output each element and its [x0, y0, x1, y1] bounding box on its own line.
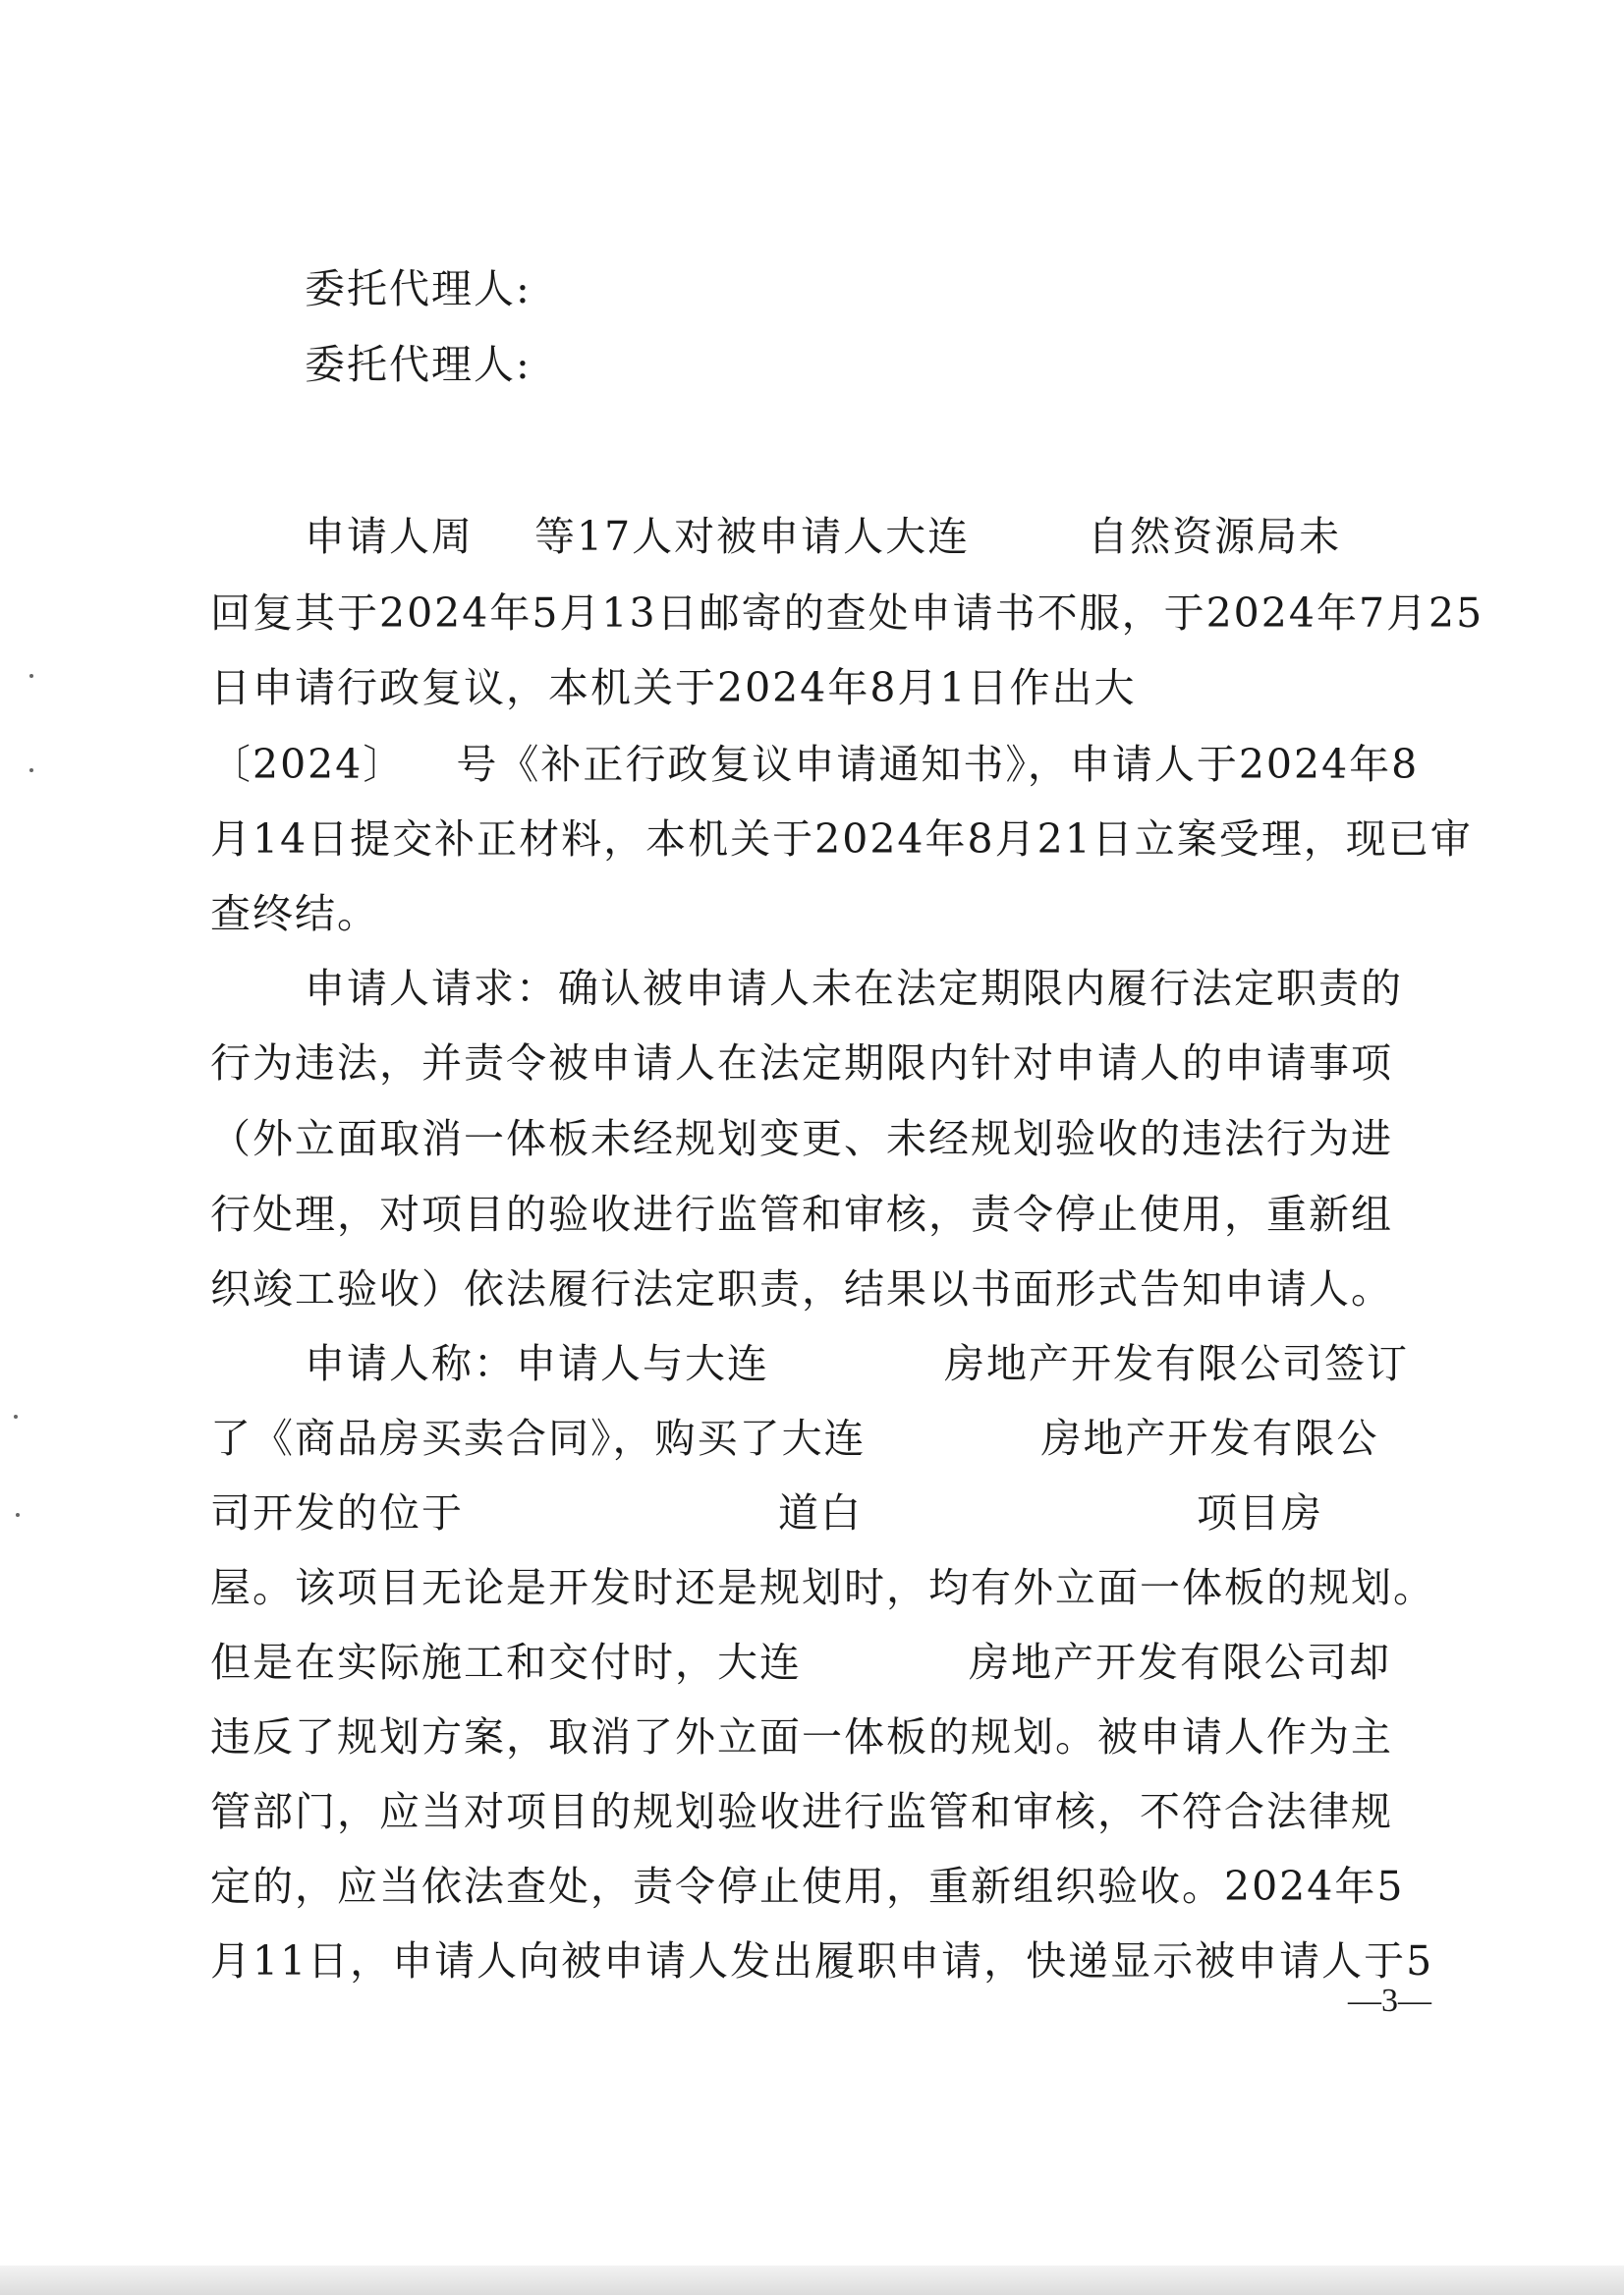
scan-speck — [16, 1513, 20, 1517]
para1-line-6: 查终结。 — [210, 890, 379, 937]
para2-line-4: 行处理，对项目的验收进行监管和审核，责令停止使用，重新组 — [210, 1191, 1393, 1238]
para1-line-2: 回复其于2024年5月13日邮寄的查处申请书不服，于2024年7月25 — [210, 589, 1484, 637]
para2-line-1: 申请人请求：确认被申请人未在法定期限内履行法定职责的 — [305, 965, 1403, 1012]
para2-line-3: （外立面取消一体板未经规划变更、未经规划验收的违法行为进 — [210, 1115, 1393, 1162]
para3-line-3: 司开发的位于 道白 项目房 — [210, 1489, 1323, 1537]
para2-line-5: 织竣工验收）依法履行法定职责，结果以书面形式告知申请人。 — [210, 1265, 1393, 1313]
para1-line-1: 申请人周 等17人对被申请人大连 自然资源局未 — [305, 513, 1342, 560]
agent-line-1: 委托代理人: — [305, 265, 532, 312]
scan-speck — [14, 1415, 18, 1419]
para1-line-4: 〔2024〕 号《补正行政复议申请通知书》，申请人于2024年8 — [210, 741, 1420, 788]
scan-speck — [29, 674, 33, 678]
para1-line-5: 月14日提交补正材料，本机关于2024年8月21日立案受理，现已审 — [210, 815, 1473, 863]
para3-line-4: 屋。该项目无论是开发时还是规划时，均有外立面一体板的规划。 — [210, 1564, 1435, 1611]
para3-line-5: 但是在实际施工和交付时，大连 房地产开发有限公司却 — [210, 1639, 1391, 1686]
page-number: —3— — [1348, 1983, 1431, 2019]
para2-line-2: 行为违法，并责令被申请人在法定期限内针对申请人的申请事项 — [210, 1039, 1393, 1087]
para1-line-3: 日申请行政复议，本机关于2024年8月1日作出大 — [210, 664, 1137, 711]
para3-line-9: 月11日，申请人向被申请人发出履职申请，快递显示被申请人于5 — [210, 1937, 1434, 1985]
agent-line-2: 委托代理人: — [305, 341, 532, 388]
para3-line-6: 违反了规划方案，取消了外立面一体板的规划。被申请人作为主 — [210, 1713, 1393, 1761]
para3-line-1: 申请人称：申请人与大连 房地产开发有限公司签订 — [305, 1340, 1409, 1387]
para3-line-7: 管部门，应当对项目的规划验收进行监管和审核，不符合法律规 — [210, 1788, 1393, 1835]
para3-line-8: 定的，应当依法查处，责令停止使用，重新组织验收。2024年5 — [210, 1863, 1405, 1910]
scan-speck — [29, 768, 33, 772]
para3-line-2: 了《商品房买卖合同》，购买了大连 房地产开发有限公 — [210, 1415, 1379, 1462]
scan-edge — [0, 2266, 1624, 2295]
